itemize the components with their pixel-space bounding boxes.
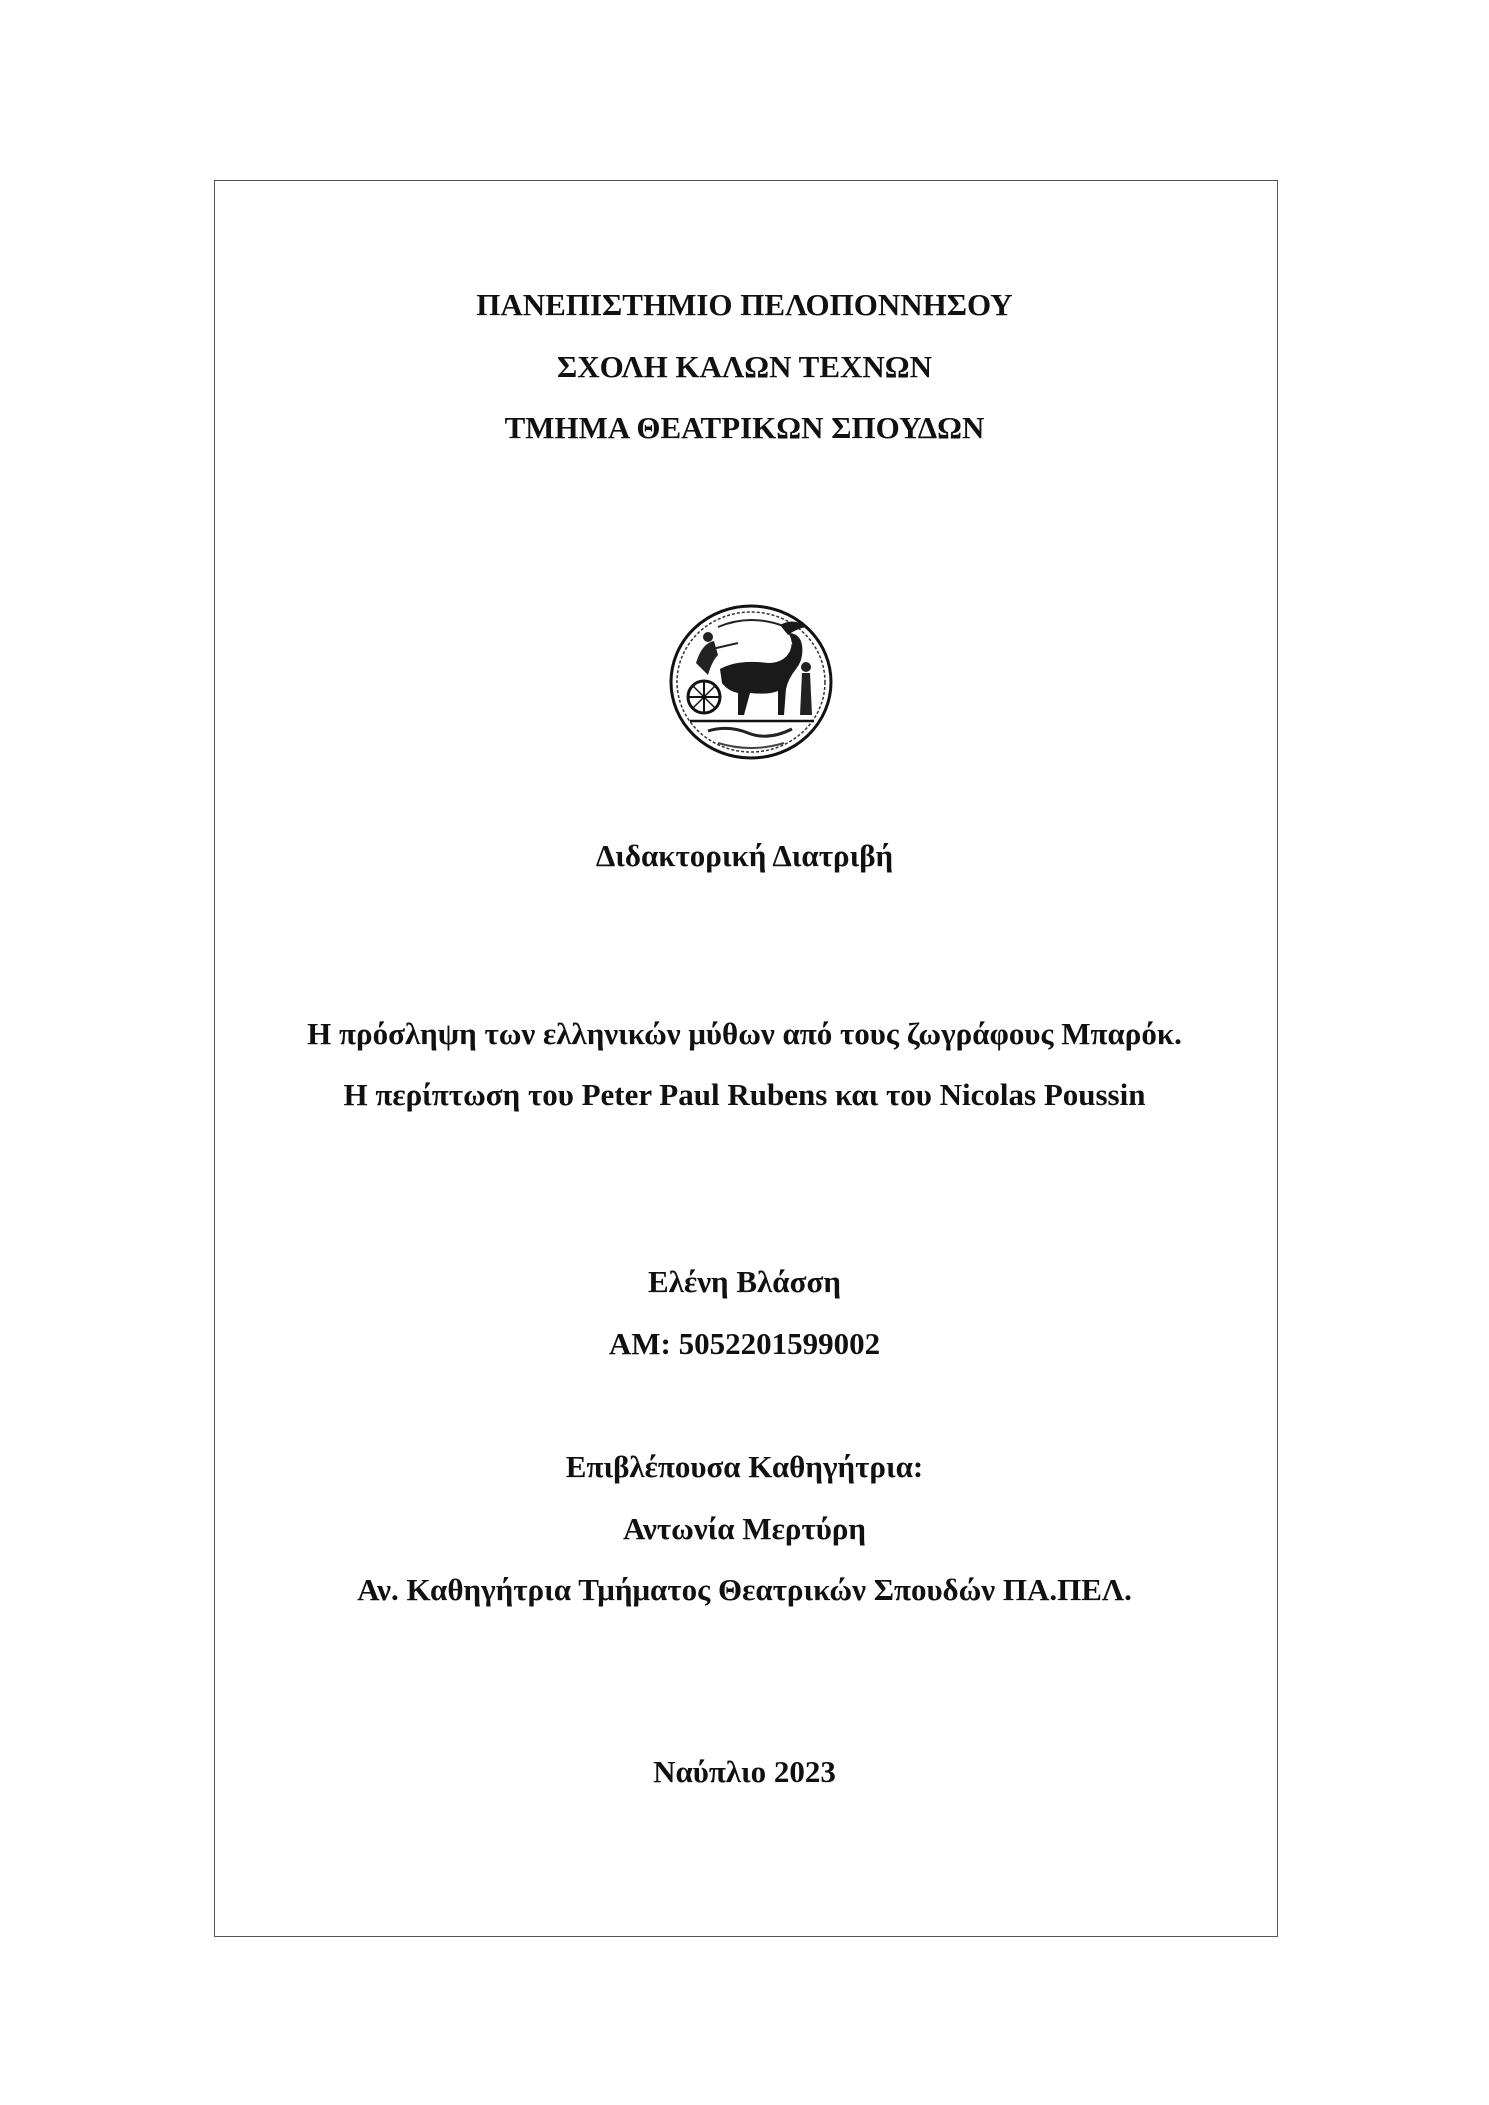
thesis-title-line-2: Η περίπτωση του Peter Paul Rubens και του Nicolas Poussin — [343, 1077, 1146, 1112]
school-name: ΣΧΟΛΗ ΚΑΛΩΝ ΤΕΧΝΩΝ — [556, 349, 933, 384]
author-student-id: ΑΜ: 5052201599002 — [608, 1326, 881, 1361]
author-name: Ελένη Βλάσση — [648, 1264, 841, 1299]
supervisor-label: Επιβλέπουσα Καθηγήτρια: — [565, 1449, 924, 1484]
university-name: ΠΑΝΕΠΙΣΤΗΜΙΟ ΠΕΛΟΠΟΝΝΗΣΟΥ — [476, 287, 1013, 322]
thesis-title-line-1: Η πρόσληψη των ελληνικών μύθων από τους ζωγράφους Μπαρόκ. — [307, 1016, 1182, 1051]
department-name: ΤΜΗΜΑ ΘΕΑΤΡΙΚΩΝ ΣΠΟΥΔΩΝ — [504, 410, 985, 445]
supervisor-name: Αντωνία Μερτύρη — [622, 1511, 867, 1546]
supervisor-position: Αν. Καθηγήτρια Τμήματος Θεατρικών Σπουδών ΠΑ.ΠΕΛ. — [357, 1572, 1132, 1607]
university-seal-chariot-icon — [668, 603, 834, 761]
document-type: Διδακτορική Διατριβή — [595, 838, 894, 873]
place-and-year: Ναύπλιο 2023 — [653, 1754, 836, 1789]
